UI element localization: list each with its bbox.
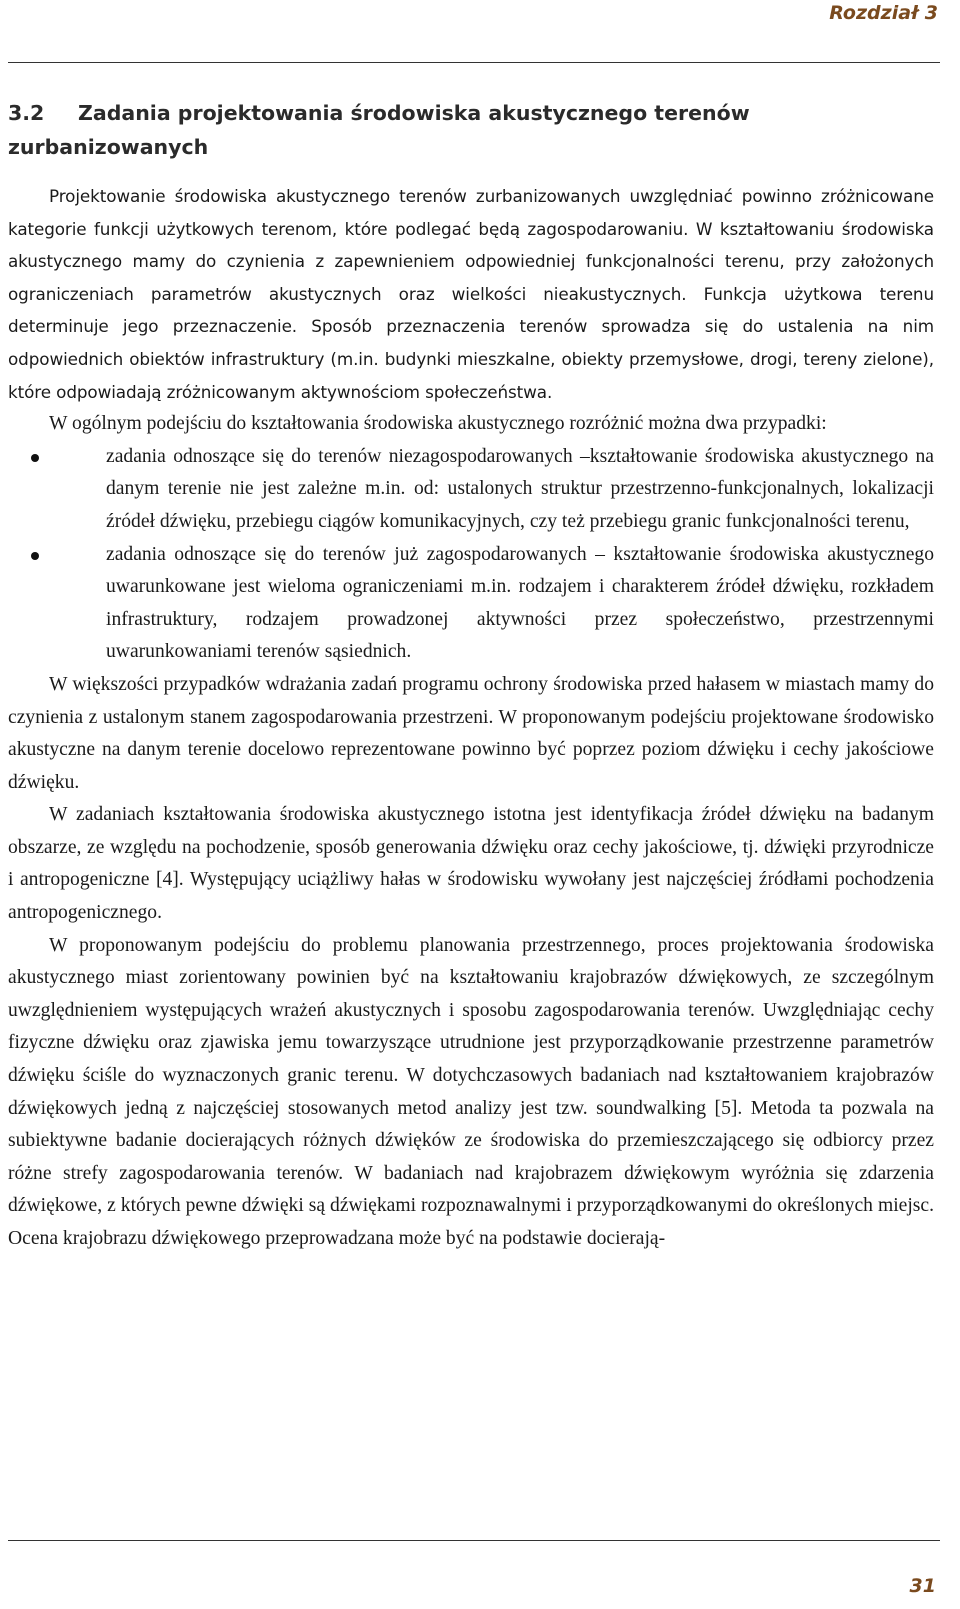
list-item-text: zadania odnoszące się do terenów już zagospodarowanych – kształtowanie środowiska akustycznego uwarunkowane jest wieloma ograniczeniami m.in. rodzajem i charakterem źródeł dźwięku, rozkładem infrastruktury, rodzajem prowadzonej aktywności przez społeczeństwo, przestrzennymi uwarunkowaniami terenów sąsiednich. bbox=[106, 543, 934, 663]
running-head: Rozdział 3 bbox=[829, 2, 938, 24]
body-text bbox=[8, 180, 934, 1256]
footer-rule bbox=[8, 1540, 940, 1541]
paragraph-cases: W ogólnym podejściu do kształtowania środowiska akustycznego rozróżnić można dwa przypadki: bbox=[49, 413, 827, 435]
paragraph-implementation: W większości przypadków wdrażania zadań programu ochrony środowiska przed hałasem w miastach mamy do czynienia z ustalonym stanem zagospodarowania przestrzeni. W proponowanym podejściu projektowane środowisko akustyczne na danym terenie docelowo reprezentowane powinno być poprzez poziom dźwięku i cechy jakościowe dźwięku. bbox=[8, 673, 934, 793]
list-item bbox=[106, 539, 934, 669]
list-item bbox=[106, 441, 934, 539]
bullet-list bbox=[8, 441, 934, 669]
paragraph-intro: Projektowanie środowiska akustycznego terenów zurbanizowanych uwzględniać powinno zróżnicowane kategorie funkcji użytkowych terenom, które podlegać będą zagospodarowaniu. W kształtowaniu środowiska akustycznego mamy do czynienia z zapewnieniem odpowiedniej funkcjonalności terenu, przy założonych ograniczeniach parametrów akustycznych oraz wielkości nieakustycznych. Funkcja użytkowa terenu determinuje jego przeznaczenie. Sposób przeznaczenia terenów sprowadza się do ustalenia na nim odpowiednich obiektów infrastruktury (m.in. budynki mieszkalne, obiekty przemysłowe, drogi, tereny zielone), które odpowiadają zróżnicowanym aktywnościom społeczeństwa. bbox=[8, 186, 934, 402]
section-title: Zadania projektowania środowiska akustycznego terenów zurbanizowanych bbox=[8, 101, 750, 159]
bullet-icon bbox=[31, 454, 39, 462]
paragraph-sources: W zadaniach kształtowania środowiska akustycznego istotna jest identyfikacja źródeł dźwięku na badanym obszarze, ze względu na pochodzenie, sposób generowania dźwięku oraz cechy jakościowe, tj. dźwięki przyrodnicze i antropogeniczne [4]. Występujący uciążliwy hałas w środowisku wywołany jest najczęściej źródłami pochodzenia antropogenicznego. bbox=[8, 804, 934, 924]
section-heading bbox=[8, 96, 938, 164]
bullet-icon bbox=[31, 552, 39, 560]
header-rule bbox=[8, 62, 940, 63]
list-item-text: zadania odnoszące się do terenów niezagospodarowanych –kształtowanie środowiska akustycznego na danym terenie nie jest zależne m.in. od: ustalonych struktur przestrzenno-funkcjonalnych, lokalizacji źródeł dźwięku, przebiegu ciągów komunikacyjnych, czy też przebiegu granic funkcjonalności terenu, bbox=[106, 445, 934, 532]
page-number: 31 bbox=[909, 1575, 936, 1597]
section-number: 3.2 bbox=[8, 101, 45, 125]
paragraph-soundscape: W proponowanym podejściu do problemu planowania przestrzennego, proces projektowania środowiska akustycznego miast zorientowany powinien być na kształtowaniu krajobrazów dźwiękowych, ze szczególnym uwzględnieniem występujących wrażeń akustycznych i sposobu zagospodarowania terenów. Uwzględniając cechy fizyczne dźwięku oraz zjawiska jemu towarzyszące utrudnione jest przyporządkowanie przestrzenne parametrów dźwięku ściśle do wyznaczonych granic terenu. W dotychczasowych badaniach nad kształtowaniem krajobrazów dźwiękowych jedną z najczęściej stosowanych metod analizy jest tzw. soundwalking [5]. Metoda ta pozwala na subiektywne badanie docierających różnych dźwięków ze środowiska do przemieszczającego się odbiorcy przez różne strefy zagospodarowania terenów. W badaniach nad krajobrazem dźwiękowym wyróżnia się zdarzenia dźwiękowe, z których pewne dźwięki są dźwiękami rozpoznawalnymi i przyporządkowanymi do określonych miejsc. Ocena krajobrazu dźwiękowego przeprowadzana może być na podstawie docierają- bbox=[8, 934, 934, 1249]
